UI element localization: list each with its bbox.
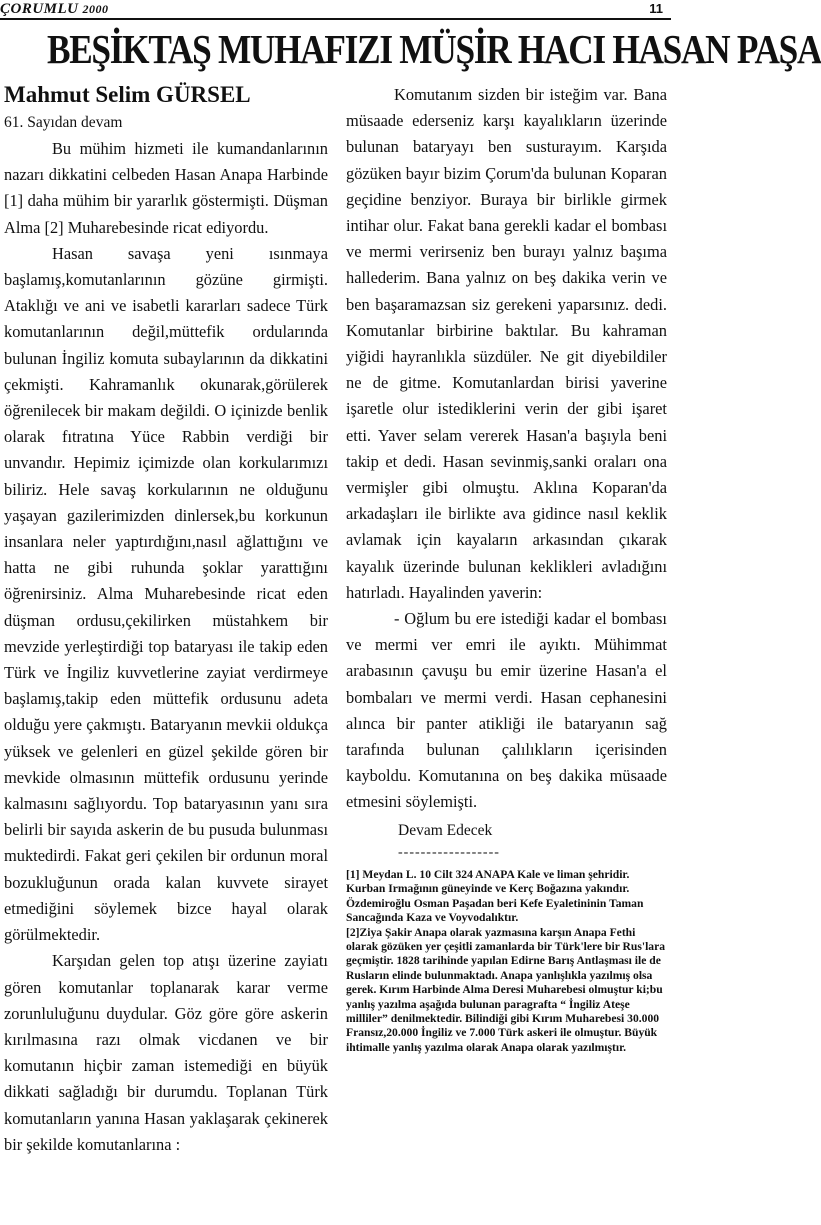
page-header — [0, 0, 671, 18]
paragraph: Karşıdan gelen top atışı üzerine zayiatı gören komutanlar toplanarak karar verme zorunluluğunu duydular. Göz göre göre askerin kırılmasına razı olmak vicdanen ve bir komutanın hiçbir zaman istemediği en büyük dikkati sağladığı bir durumdu. Toplanan Türk komutanların yanına Hasan yaklaşarak çekinerek bir şekilde komutanlarına : — [4, 951, 328, 1154]
paragraph: Bu mühim hizmeti ile kumandanlarının nazarı dikkatini celbeden Hasan Anapa Harbinde [1] daha mühim bir yararlık göstermişti. Düşman Alma [2] Muharebesinde ricat ediyordu. — [4, 139, 328, 237]
left-column — [4, 80, 328, 1158]
footnotes — [346, 868, 667, 1055]
paragraph: Komutanım sizden bir isteğim var. Bana müsaade ederseniz karşı kayalıkların üzerinde bulunan bataryayı ben susturayım. Karşıda gözüken bayır bizim Çorum'da bulunan Koparan geçidine benziyor. Buraya bir birlikle girmek intihar olur. Fakat bana gerekli kadar el bombası ve mermi verirseniz ben burayı yalnız başıma hallederim. Bana yalnız on beş dakika verin ve ben başaramazsan siz gerekeni yaparsınız. dedi. Komutanlar birbirine baktılar. Bu kahraman yiğidi hayranlıkla süzdüler. Ne git diyebildiler ne de gitme. Komutanlardan birisi yaverine işaretle olur istediklerini verin der gibi işaret etti. Yaver selam vererek Hasan'a başıyla beni takip et dedi. Hasan sevinmiş,sanki oraları ona vermişler gibi olmuştu. Aklına Koparan'da arkadaşları ile birlikte ava gidince nasıl keklik avlamak için kayaların arkasından çıkarak kayalık üzerinde bulunan keklikleri avladığını hatırladı. Hayalinden yaverin: — [346, 85, 667, 602]
author-name: Mahmut Selim GÜRSEL — [4, 82, 251, 107]
page-number: 11 — [649, 1, 663, 16]
paragraph: - Oğlum bu ere istediği kadar el bombası ve mermi ver emri ile ayıktı. Mühimmat arabasının çavuşu bu emir üzerine Hasan'a el bombaları ve mermi verdi. Hasan cephanesini alınca bir panter atikliği ile bataryanın sağ tarafında bulunan çalılıkların içerisinden kayboldu. Komutanına on beş dakika müsaade etmesini söylemişti. — [346, 609, 667, 812]
right-column — [346, 82, 667, 1055]
paragraph: Hasan savaşa yeni ısınmaya başlamış,komutanlarının gözüne girmişti. Ataklığı ve ani ve isabetli kararları sadece Türk komutanlarının değil,müttefik ordularında bulunan İngiliz komuta subaylarının da dikkatini çekmişti. Kahramanlık okunarak,görülerek öğrenilecek bir makam değildi. O içinizde benlik olarak fıtratına Yüce Rabbin verdiği bir unvandır. Hepimiz içimizde olan korkularımızı biliriz. Hele savaş korkularının ne olduğunu yaşayan gazilerimizden dinlersek,bu korkunun insanlara neler yaptırdığını,nasıl ağlattığını ve hatta ne gibi ruhunda şoklar yarattığını öğrenirsiniz. Alma Muharebesinde ricat eden düşman ordusu,çekilirken müstahkem bir mevzide yerleştirdiği top bataryası ile takip eden Türk ve İngiliz kuvvetlerine zayiat verdirmeye başlamış,takip eden müttefik ordusunu adeta olduğu yere çakmıştı. Bataryanın mevkii oldukça yüksek ve gelenleri en güzel şekilde gören bir mevkide olmasının müttefik ordusunu yerinde kalmasını sağlıyordu. Top bataryasının yanı sıra belirli bir sayıda askerin de bu pusuda bulunması muktedirdi. Fakat geri çekilen bir ordunun moral bozukluğunun orada kalan kuvvete sirayet etmediğini söylemek bizce hayal olarak görülmektedir. — [4, 243, 328, 945]
footnote-separator: ------------------ — [398, 844, 500, 860]
continued-note: Devam Edecek — [398, 821, 493, 839]
continuation-note: 61. Sayıdan devam — [4, 114, 123, 131]
magazine-masthead — [0, 0, 109, 18]
magazine-name: ÇORUMLU — [0, 1, 79, 17]
footnote: [1] Meydan L. 10 Cilt 324 ANAPA Kale ve liman şehridir. Kurban Irmağının güneyinde ve Kerç Boğazına yakındır. Özdemiroğlu Osman Paşadan beri Kefe Eyaletininin Taman Sancağında Kaza ve Voyvodalıktır. — [346, 867, 644, 925]
article-title: BEŞİKTAŞ MUHAFIZI MÜŞİR HACI HASAN PAŞA — [46, 26, 821, 72]
header-rule — [0, 18, 671, 20]
footnote: [2]Ziya Şakir Anapa olarak yazmasına karşın Anapa Fethi olarak gözüken yer çeşitli zamanlarda bir Türk'lere bir Rus'lara geçmiştir. 1828 tarihinde yapılan Edirne Barış Antlaşması ile de Rusların elinde bulunmaktadı. Anapa yanlışlıkla yazılmış olsa gerek. Kırım Harbinde Alma Deresi Muharebesi olmuştur ki;bu yanlış yazılma aşağıda bulunan paragrafta “ İngiliz Ateşe milliler” denilmektedir. Bilindiği gibi Kırım Muharebesi 30.000 Fransız,20.000 İngiliz ve 7.000 Türk askeri ile olmuştur. Büyük ihtimalle yanlış yazılma olarak Anapa olarak yazılmıştır. — [346, 925, 666, 1054]
magazine-year: 2000 — [82, 2, 109, 16]
